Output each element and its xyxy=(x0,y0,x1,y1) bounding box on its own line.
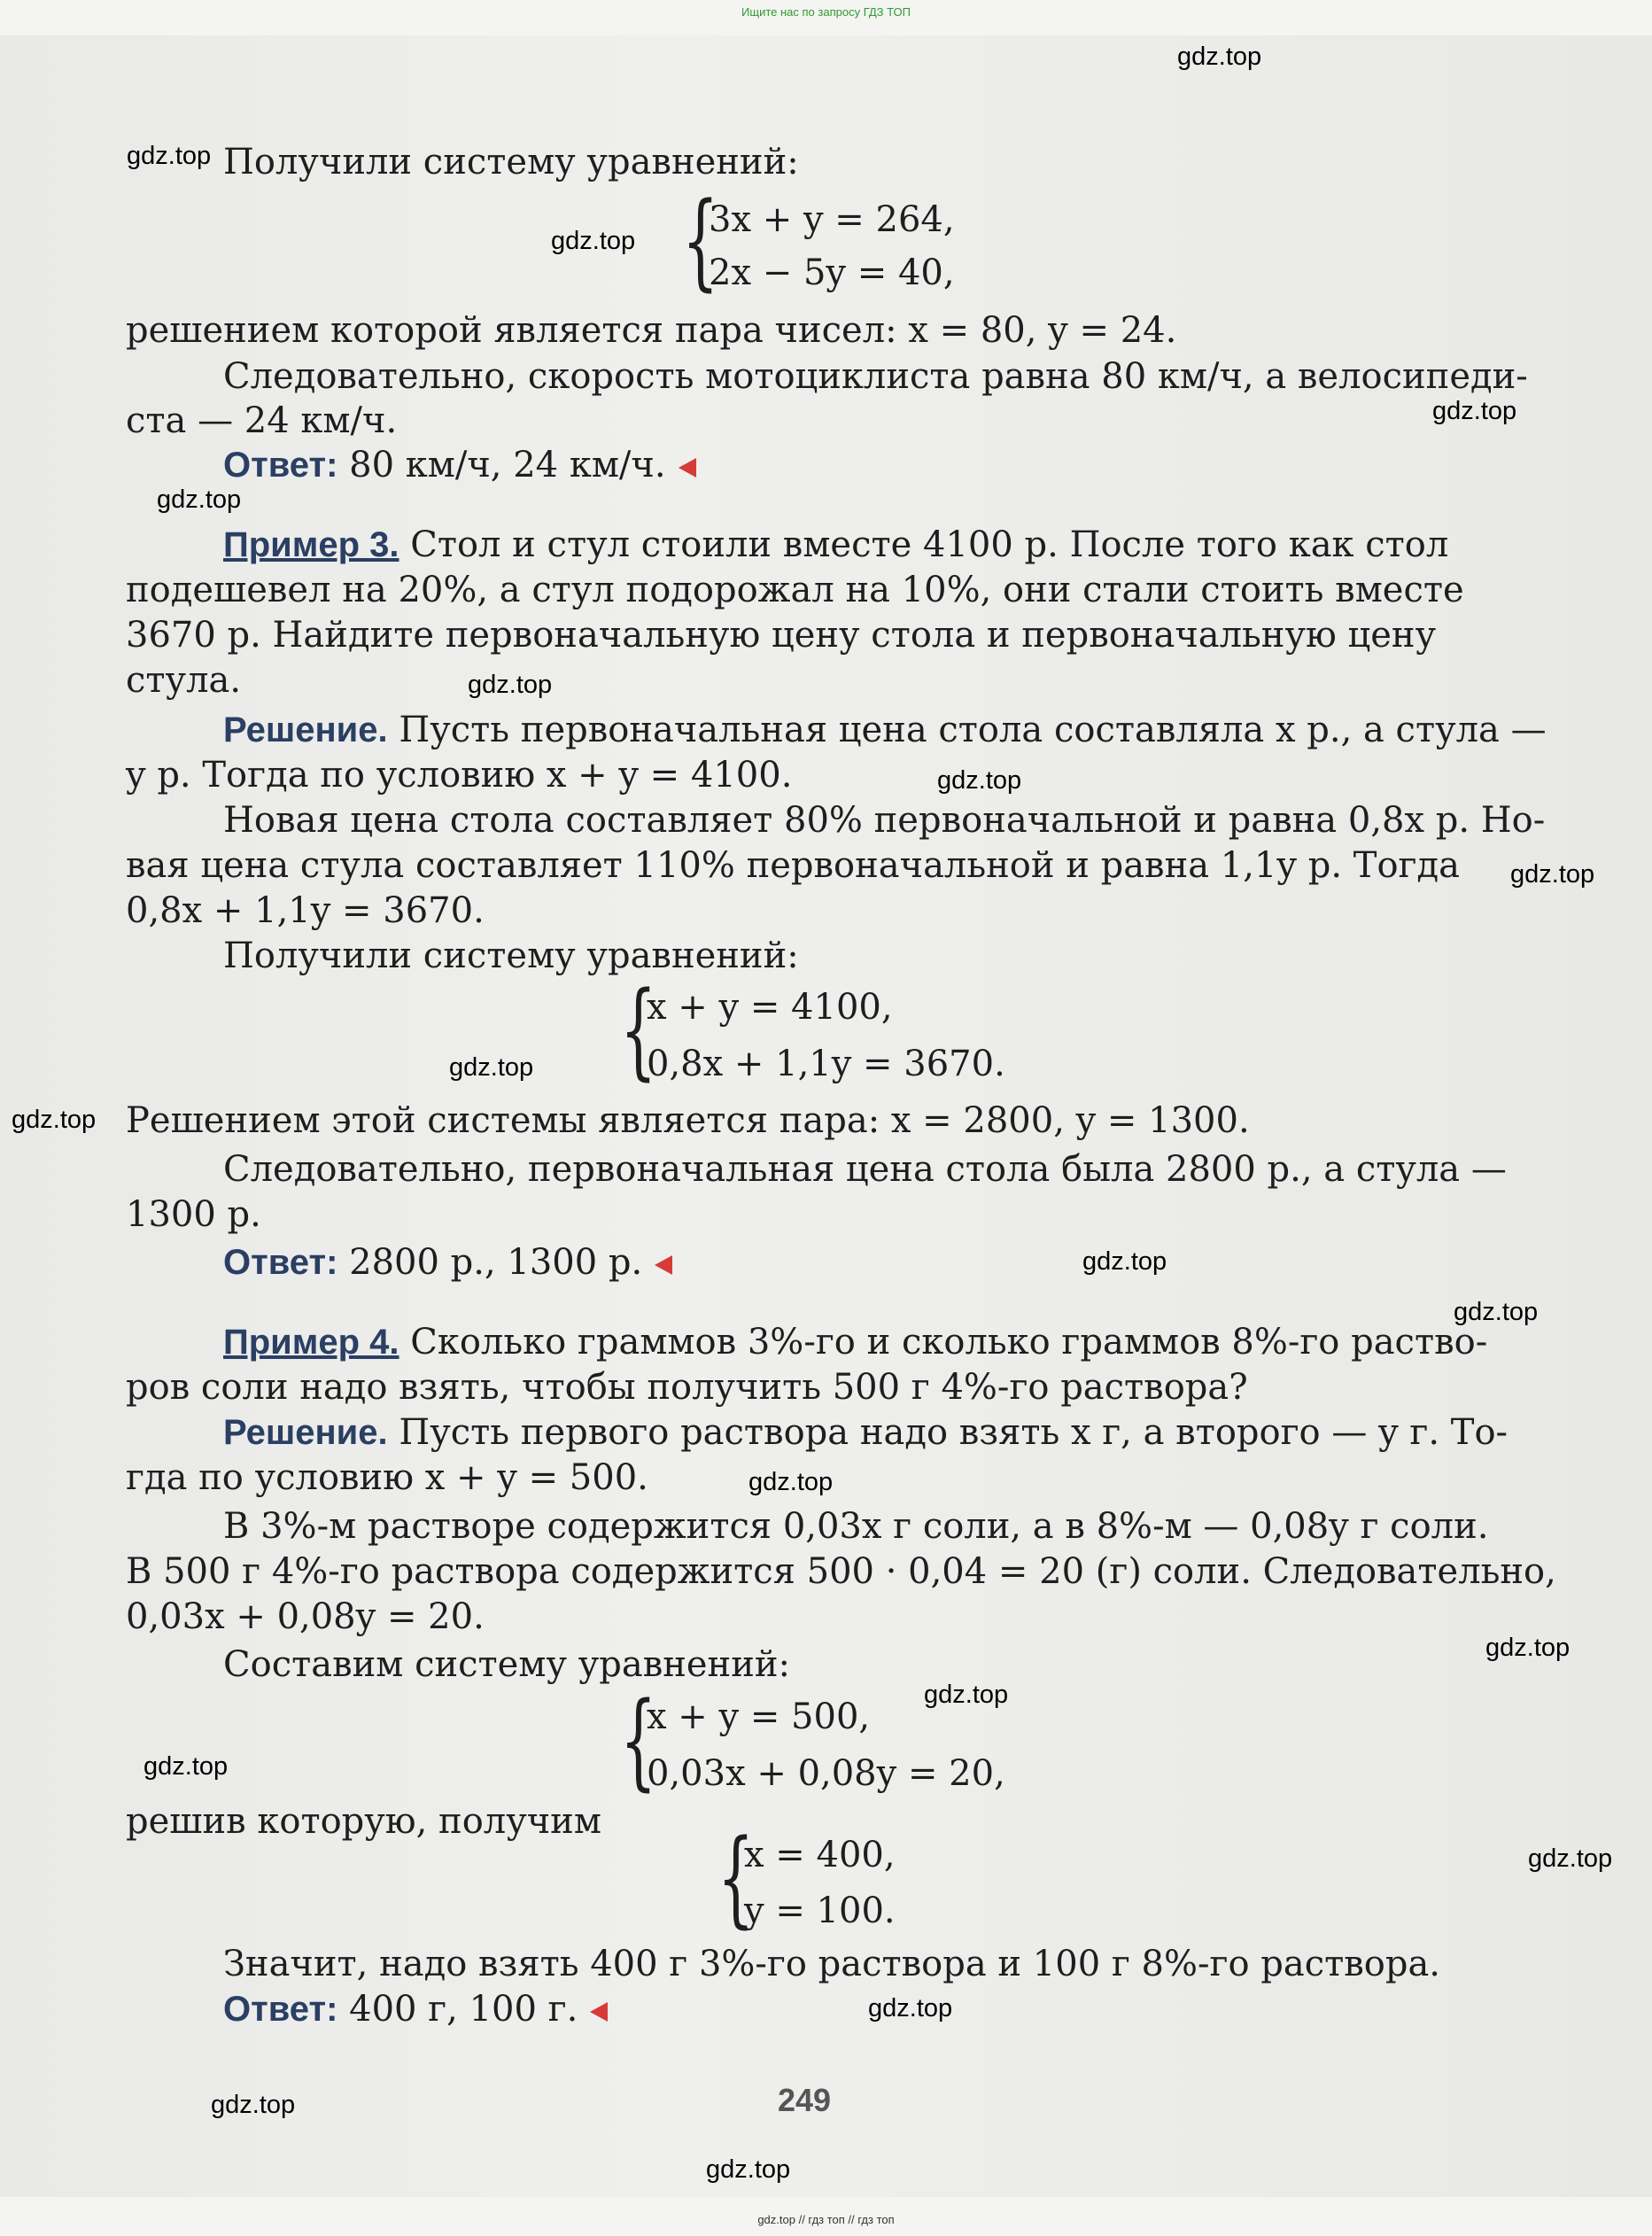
watermark-link[interactable]: gdz.top xyxy=(748,1468,834,1496)
example-label: Пример 4. xyxy=(223,1323,399,1362)
answer-text: 2800 р., 1300 р. xyxy=(337,1242,643,1283)
text-line: ров соли надо взять, чтобы получить 500 г 4%-го раствора? xyxy=(126,1367,1248,1408)
watermark-link[interactable]: gdz.top xyxy=(211,2091,296,2119)
example-text: Сколько граммов 3%-го и сколько граммов 8%-го раство- xyxy=(399,1322,1488,1363)
text-line: 0,03x + 0,08y = 20. xyxy=(126,1596,485,1637)
watermark-link[interactable]: gdz.top xyxy=(468,671,553,699)
solution-text: Пусть первого раствора надо взять x г, а второго — y г. То- xyxy=(387,1412,1509,1453)
text-line: Решением этой системы является пара: x = 2800, y = 1300. xyxy=(126,1100,1250,1141)
system-brace: { xyxy=(682,179,719,301)
watermark-link[interactable]: gdz.top xyxy=(1454,1298,1539,1326)
watermark-link[interactable]: gdz.top xyxy=(924,1681,1009,1709)
answer-label: Ответ: xyxy=(223,446,338,485)
text-line: стула. xyxy=(126,660,242,701)
watermark-link[interactable]: gdz.top xyxy=(1432,397,1517,425)
top-banner: Ищите нас по запросу ГДЗ ТОП xyxy=(741,5,911,19)
example-label: Пример 3. xyxy=(223,525,399,564)
system-brace: { xyxy=(717,1816,755,1938)
watermark-link[interactable]: gdz.top xyxy=(1528,1844,1613,1873)
example-text: Стол и стул стоили вместе 4100 р. После того как стол xyxy=(399,524,1449,565)
text-line: ста — 24 км/ч. xyxy=(126,400,398,441)
answer-line xyxy=(223,445,696,485)
system-brace: { xyxy=(620,1679,657,1801)
text-line: 1300 р. xyxy=(126,1194,261,1235)
text-line: подешевел на 20%, а стул подорожал на 10%, они стали стоить вместе xyxy=(126,570,1464,610)
text-line: решив которую, получим xyxy=(126,1801,601,1842)
watermark-link[interactable]: gdz.top xyxy=(868,1994,953,2022)
end-marker-icon xyxy=(679,458,696,477)
equation: 2x − 5y = 40, xyxy=(709,252,955,293)
answer-label: Ответ: xyxy=(223,1243,338,1282)
answer-text: 80 км/ч, 24 км/ч. xyxy=(337,445,666,485)
watermark-link[interactable]: gdz.top xyxy=(157,485,242,514)
text-line: гда по условию x + y = 500. xyxy=(126,1457,648,1498)
equation: x = 400, xyxy=(744,1835,896,1875)
example-heading xyxy=(223,1322,1487,1363)
equation: x + y = 4100, xyxy=(647,987,893,1028)
equation: y = 100. xyxy=(744,1891,896,1931)
end-marker-icon xyxy=(655,1255,672,1275)
text-line: В 3%-м растворе содержится 0,03x г соли, а в 8%-м — 0,08y г соли. xyxy=(223,1506,1489,1547)
text-line: Получили систему уравнений: xyxy=(223,142,799,182)
equation: 0,03x + 0,08y = 20, xyxy=(647,1753,1005,1794)
equation: x + y = 500, xyxy=(647,1696,871,1737)
system-brace: { xyxy=(620,968,657,1091)
text-line: Следовательно, первоначальная цена стола была 2800 р., а стула — xyxy=(223,1149,1507,1190)
solution-line xyxy=(223,710,1547,750)
watermark-link[interactable]: gdz.top xyxy=(449,1053,534,1082)
watermark-link[interactable]: gdz.top xyxy=(1510,860,1595,889)
watermark-link[interactable]: gdz.top xyxy=(143,1752,229,1781)
answer-line xyxy=(223,1989,608,2030)
text-line: В 500 г 4%-го раствора содержится 500 · 0,04 = 20 (г) соли. Следовательно, xyxy=(126,1551,1556,1592)
watermark-link[interactable]: gdz.top xyxy=(1485,1634,1571,1662)
watermark-link[interactable]: gdz.top xyxy=(1082,1247,1167,1276)
text-line: решением которой является пара чисел: x = 80, y = 24. xyxy=(126,310,1177,351)
watermark-link[interactable]: gdz.top xyxy=(706,2155,791,2184)
end-marker-icon xyxy=(590,2002,608,2022)
text-line: y р. Тогда по условию x + y = 4100. xyxy=(126,755,793,796)
text-line: 0,8x + 1,1y = 3670. xyxy=(126,890,485,931)
watermark-link[interactable]: gdz.top xyxy=(937,766,1022,795)
solution-label: Решение. xyxy=(223,1413,388,1452)
solution-label: Решение. xyxy=(223,710,388,749)
text-line: Следовательно, скорость мотоциклиста равна 80 км/ч, а велосипеди- xyxy=(223,356,1528,397)
solution-text: Пусть первоначальная цена стола составляла x р., а стула — xyxy=(387,710,1547,750)
text-line: Получили систему уравнений: xyxy=(223,936,799,976)
answer-label: Ответ: xyxy=(223,1990,338,2029)
text-line: Составим систему уравнений: xyxy=(223,1644,790,1685)
page-number: 249 xyxy=(778,2082,832,2118)
text-line: 3670 р. Найдите первоначальную цену стола и первоначальную цену xyxy=(126,615,1437,656)
equation: 0,8x + 1,1y = 3670. xyxy=(647,1044,1005,1084)
example-heading xyxy=(223,524,1448,565)
text-line: Значит, надо взять 400 г 3%-го раствора и 100 г 8%-го раствора. xyxy=(223,1944,1441,1984)
answer-text: 400 г, 100 г. xyxy=(337,1989,578,2030)
answer-line xyxy=(223,1242,672,1283)
watermark-link[interactable]: gdz.top xyxy=(551,227,636,255)
text-line: Новая цена стола составляет 80% первоначальной и равна 0,8x р. Но- xyxy=(223,800,1546,841)
watermark-link[interactable]: gdz.top xyxy=(1177,43,1262,71)
solution-line xyxy=(223,1412,1508,1453)
watermark-link[interactable]: gdz.top xyxy=(127,142,212,170)
bottom-banner: gdz.top // гдз топ // гдз топ xyxy=(757,2213,895,2226)
text-line: вая цена стула составляет 110% первоначальной и равна 1,1y р. Тогда xyxy=(126,845,1460,886)
watermark-link[interactable]: gdz.top xyxy=(12,1106,97,1134)
equation: 3x + y = 264, xyxy=(709,199,955,240)
